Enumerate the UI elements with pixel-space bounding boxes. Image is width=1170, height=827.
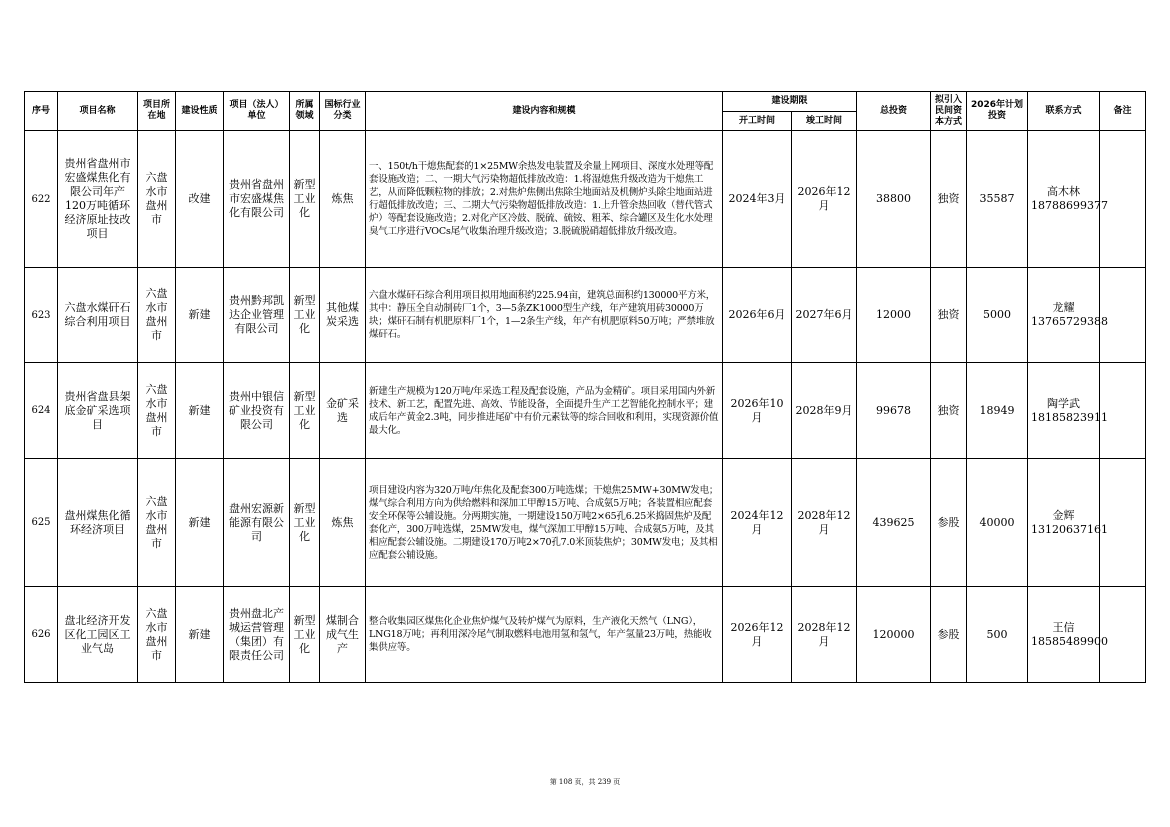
cell-contact xyxy=(1028,587,1108,683)
table-row xyxy=(25,459,1146,587)
cell-nature: 新建 xyxy=(176,268,224,363)
cell-capital-mode: 参股 xyxy=(931,459,967,587)
cell-legal-unit: 盘州宏源新能源有限公司 xyxy=(224,459,290,587)
cell-plan-2026: 40000 xyxy=(967,459,1028,587)
cell-location: 六盘水市盘州市 xyxy=(138,587,176,683)
cell-investment: 120000 xyxy=(857,587,931,683)
cell-location: 六盘水市盘州市 xyxy=(138,363,176,459)
cell-capital-mode: 独资 xyxy=(931,363,967,459)
cell-investment: 99678 xyxy=(857,363,931,459)
header-capital-mode: 拟引入民间资本方式 xyxy=(931,92,967,131)
cell-location: 六盘水市盘州市 xyxy=(138,268,176,363)
contact-phone: 13120637161 xyxy=(1031,522,1108,536)
cell-plan-2026: 35587 xyxy=(967,131,1028,268)
header-investment: 总投资 xyxy=(857,92,931,131)
cell-contact xyxy=(1028,131,1108,268)
cell-name: 盘州煤焦化循环经济项目 xyxy=(58,459,138,587)
header-plan-2026: 2026年计划投资 xyxy=(967,92,1028,131)
cell-end: 2026年12月 xyxy=(792,131,857,268)
contact-phone: 18185823911 xyxy=(1031,410,1108,424)
contact-name: 金辉 xyxy=(1052,508,1075,522)
cell-industry: 煤制合成气生产 xyxy=(320,587,366,683)
contact-phone: 13765729388 xyxy=(1031,315,1108,328)
cell-end: 2028年9月 xyxy=(792,363,857,459)
cell-contact xyxy=(1028,363,1108,459)
contact-name: 龙耀 xyxy=(1052,301,1075,314)
cell-plan-2026: 5000 xyxy=(967,268,1028,363)
header-nature: 建设性质 xyxy=(176,92,224,131)
cell-plan-2026: 500 xyxy=(967,587,1028,683)
cell-capital-mode: 独资 xyxy=(931,268,967,363)
cell-investment: 439625 xyxy=(857,459,931,587)
page-number: 第 108 页，共 239 页 xyxy=(549,778,621,786)
cell-industry: 炼焦 xyxy=(320,459,366,587)
cell-plan-2026: 18949 xyxy=(967,363,1028,459)
cell-nature: 新建 xyxy=(176,363,224,459)
cell-industry: 炼焦 xyxy=(320,131,366,268)
cell-nature: 新建 xyxy=(176,459,224,587)
header-legal-unit: 项目（法人）单位 xyxy=(224,92,290,131)
cell-content: 新建生产规模为120万吨/年采选工程及配套设施，产品为金精矿。项目采用国内外新技术、新工艺，配置先进、高效、节能设备，全面提升生产工艺智能化控制水平；建成后年产黄金2.3吨，同步推进尾矿中有价元素钛等的综合回收和利用，实现资源价值最大化。 xyxy=(366,363,723,459)
header-start: 开工时间 xyxy=(723,112,792,131)
cell-seq: 625 xyxy=(25,459,58,587)
cell-start: 2026年10月 xyxy=(723,363,792,459)
project-table xyxy=(24,91,1146,683)
cell-start: 2024年3月 xyxy=(723,131,792,268)
cell-investment: 38800 xyxy=(857,131,931,268)
cell-field: 新型工业化 xyxy=(290,363,320,459)
header-seq: 序号 xyxy=(25,92,58,131)
cell-contact xyxy=(1028,459,1108,587)
cell-name: 盘北经济开发区化工园区工业气岛 xyxy=(58,587,138,683)
cell-legal-unit: 贵州盘北产城运营管理（集团）有限责任公司 xyxy=(224,587,290,683)
header-content: 建设内容和规模 xyxy=(366,92,723,131)
cell-seq: 623 xyxy=(25,268,58,363)
header-remark: 备注 xyxy=(1100,92,1146,131)
cell-content: 一、150t/h干熄焦配套的1×25MW余热发电装置及余量上网项目、深度水处理等配套设施改造；二、一期大气污染物超低排放改造：1.将湿熄焦升级改造为干熄焦工艺，从而降低颗粒物的排放；2.对焦炉焦侧出焦除尘地面站及机侧炉头除尘地面站进行超低排放改造；三、二期大气污染物超低排放改造：1.上升管余热回收（替代管式炉）等配套设施改造；2.对化产区冷鼓、脱硫、硫铵、粗苯、综合罐区及生化水处理臭气工序进行VOCs尾气收集治理升级改造；3.脱硫脱硝超低排放升级改造。 xyxy=(366,131,723,268)
contact-name: 王信 xyxy=(1052,620,1075,634)
header-name: 项目名称 xyxy=(58,92,138,131)
header-location: 项目所在地 xyxy=(138,92,176,131)
cell-legal-unit: 贵州黔邦凯达企业管理有限公司 xyxy=(224,268,290,363)
header-contact: 联系方式 xyxy=(1028,92,1100,131)
header-end: 竣工时间 xyxy=(792,112,857,131)
cell-location: 六盘水市盘州市 xyxy=(138,459,176,587)
cell-capital-mode: 参股 xyxy=(931,587,967,683)
cell-content: 项目建设内容为320万吨/年焦化及配套300万吨选煤；干熄焦25MW+30MW发电；煤气综合利用方向为供给燃料和深加工甲醇15万吨、合成氨5万吨；各装置相应配套安全环保等公辅设施。分两期实施，一期建设150万吨2×65孔6.25米捣固焦炉及配套化产，300万吨选煤，25MW发电，煤气深加工甲醇15万吨、合成氨5万吨，及其相应配套公辅设施。二期建设170万吨2×70孔7.0米顶装焦炉；30MW发电；及其相应配套公辅设施。 xyxy=(366,459,723,587)
cell-seq: 626 xyxy=(25,587,58,683)
cell-content: 整合收集园区煤焦化企业焦炉煤气及转炉煤气为原料，生产液化天然气（LNG），LNG18万吨；再利用深冷尾气制取燃料电池用氢和氢气，年产氢量23万吨，热能收集供应等。 xyxy=(366,587,723,683)
cell-seq: 622 xyxy=(25,131,58,268)
contact-name: 高木林 xyxy=(1047,185,1081,198)
cell-field: 新型工业化 xyxy=(290,131,320,268)
cell-industry: 其他煤炭采选 xyxy=(320,268,366,363)
cell-investment: 12000 xyxy=(857,268,931,363)
cell-name: 贵州省盘县架底金矿采选项目 xyxy=(58,363,138,459)
cell-location: 六盘水市盘州市 xyxy=(138,131,176,268)
cell-end: 2028年12月 xyxy=(792,587,857,683)
cell-start: 2024年12月 xyxy=(723,459,792,587)
table-row xyxy=(25,268,1146,363)
table-row xyxy=(25,363,1146,459)
cell-contact xyxy=(1028,268,1108,363)
cell-start: 2026年6月 xyxy=(723,268,792,363)
cell-nature: 改建 xyxy=(176,131,224,268)
table-row xyxy=(25,131,1146,268)
cell-end: 2027年6月 xyxy=(792,268,857,363)
header-field: 所属领域 xyxy=(290,92,320,131)
cell-end: 2028年12月 xyxy=(792,459,857,587)
contact-phone: 18585489900 xyxy=(1031,634,1108,648)
cell-legal-unit: 贵州省盘州市宏盛煤焦化有限公司 xyxy=(224,131,290,268)
header-period: 建设期限 xyxy=(723,92,857,112)
cell-name: 六盘水煤矸石综合利用项目 xyxy=(58,268,138,363)
cell-capital-mode: 独资 xyxy=(931,131,967,268)
header-industry: 国标行业分类 xyxy=(320,92,366,131)
cell-legal-unit: 贵州中银信矿业投资有限公司 xyxy=(224,363,290,459)
cell-industry: 金矿采选 xyxy=(320,363,366,459)
cell-nature: 新建 xyxy=(176,587,224,683)
contact-phone: 18788699377 xyxy=(1031,199,1108,212)
cell-field: 新型工业化 xyxy=(290,268,320,363)
cell-field: 新型工业化 xyxy=(290,459,320,587)
table-row xyxy=(25,587,1146,683)
cell-content: 六盘水煤矸石综合利用项目拟用地面积约225.94亩，建筑总面积约130000平方米，其中：静压全自动制砖厂1个，3—5条ZK1000型生产线，年产建筑用砖30000万块；煤矸石制有机肥原料厂1个，1—2条生产线，年产有机肥原料50万吨；严禁堆放煤矸石。 xyxy=(366,268,723,363)
cell-start: 2026年12月 xyxy=(723,587,792,683)
contact-name: 陶学武 xyxy=(1047,396,1081,410)
cell-name: 贵州省盘州市宏盛煤焦化有限公司年产120万吨循环经济原址技改项目 xyxy=(58,131,138,268)
cell-field: 新型工业化 xyxy=(290,587,320,683)
cell-seq: 624 xyxy=(25,363,58,459)
